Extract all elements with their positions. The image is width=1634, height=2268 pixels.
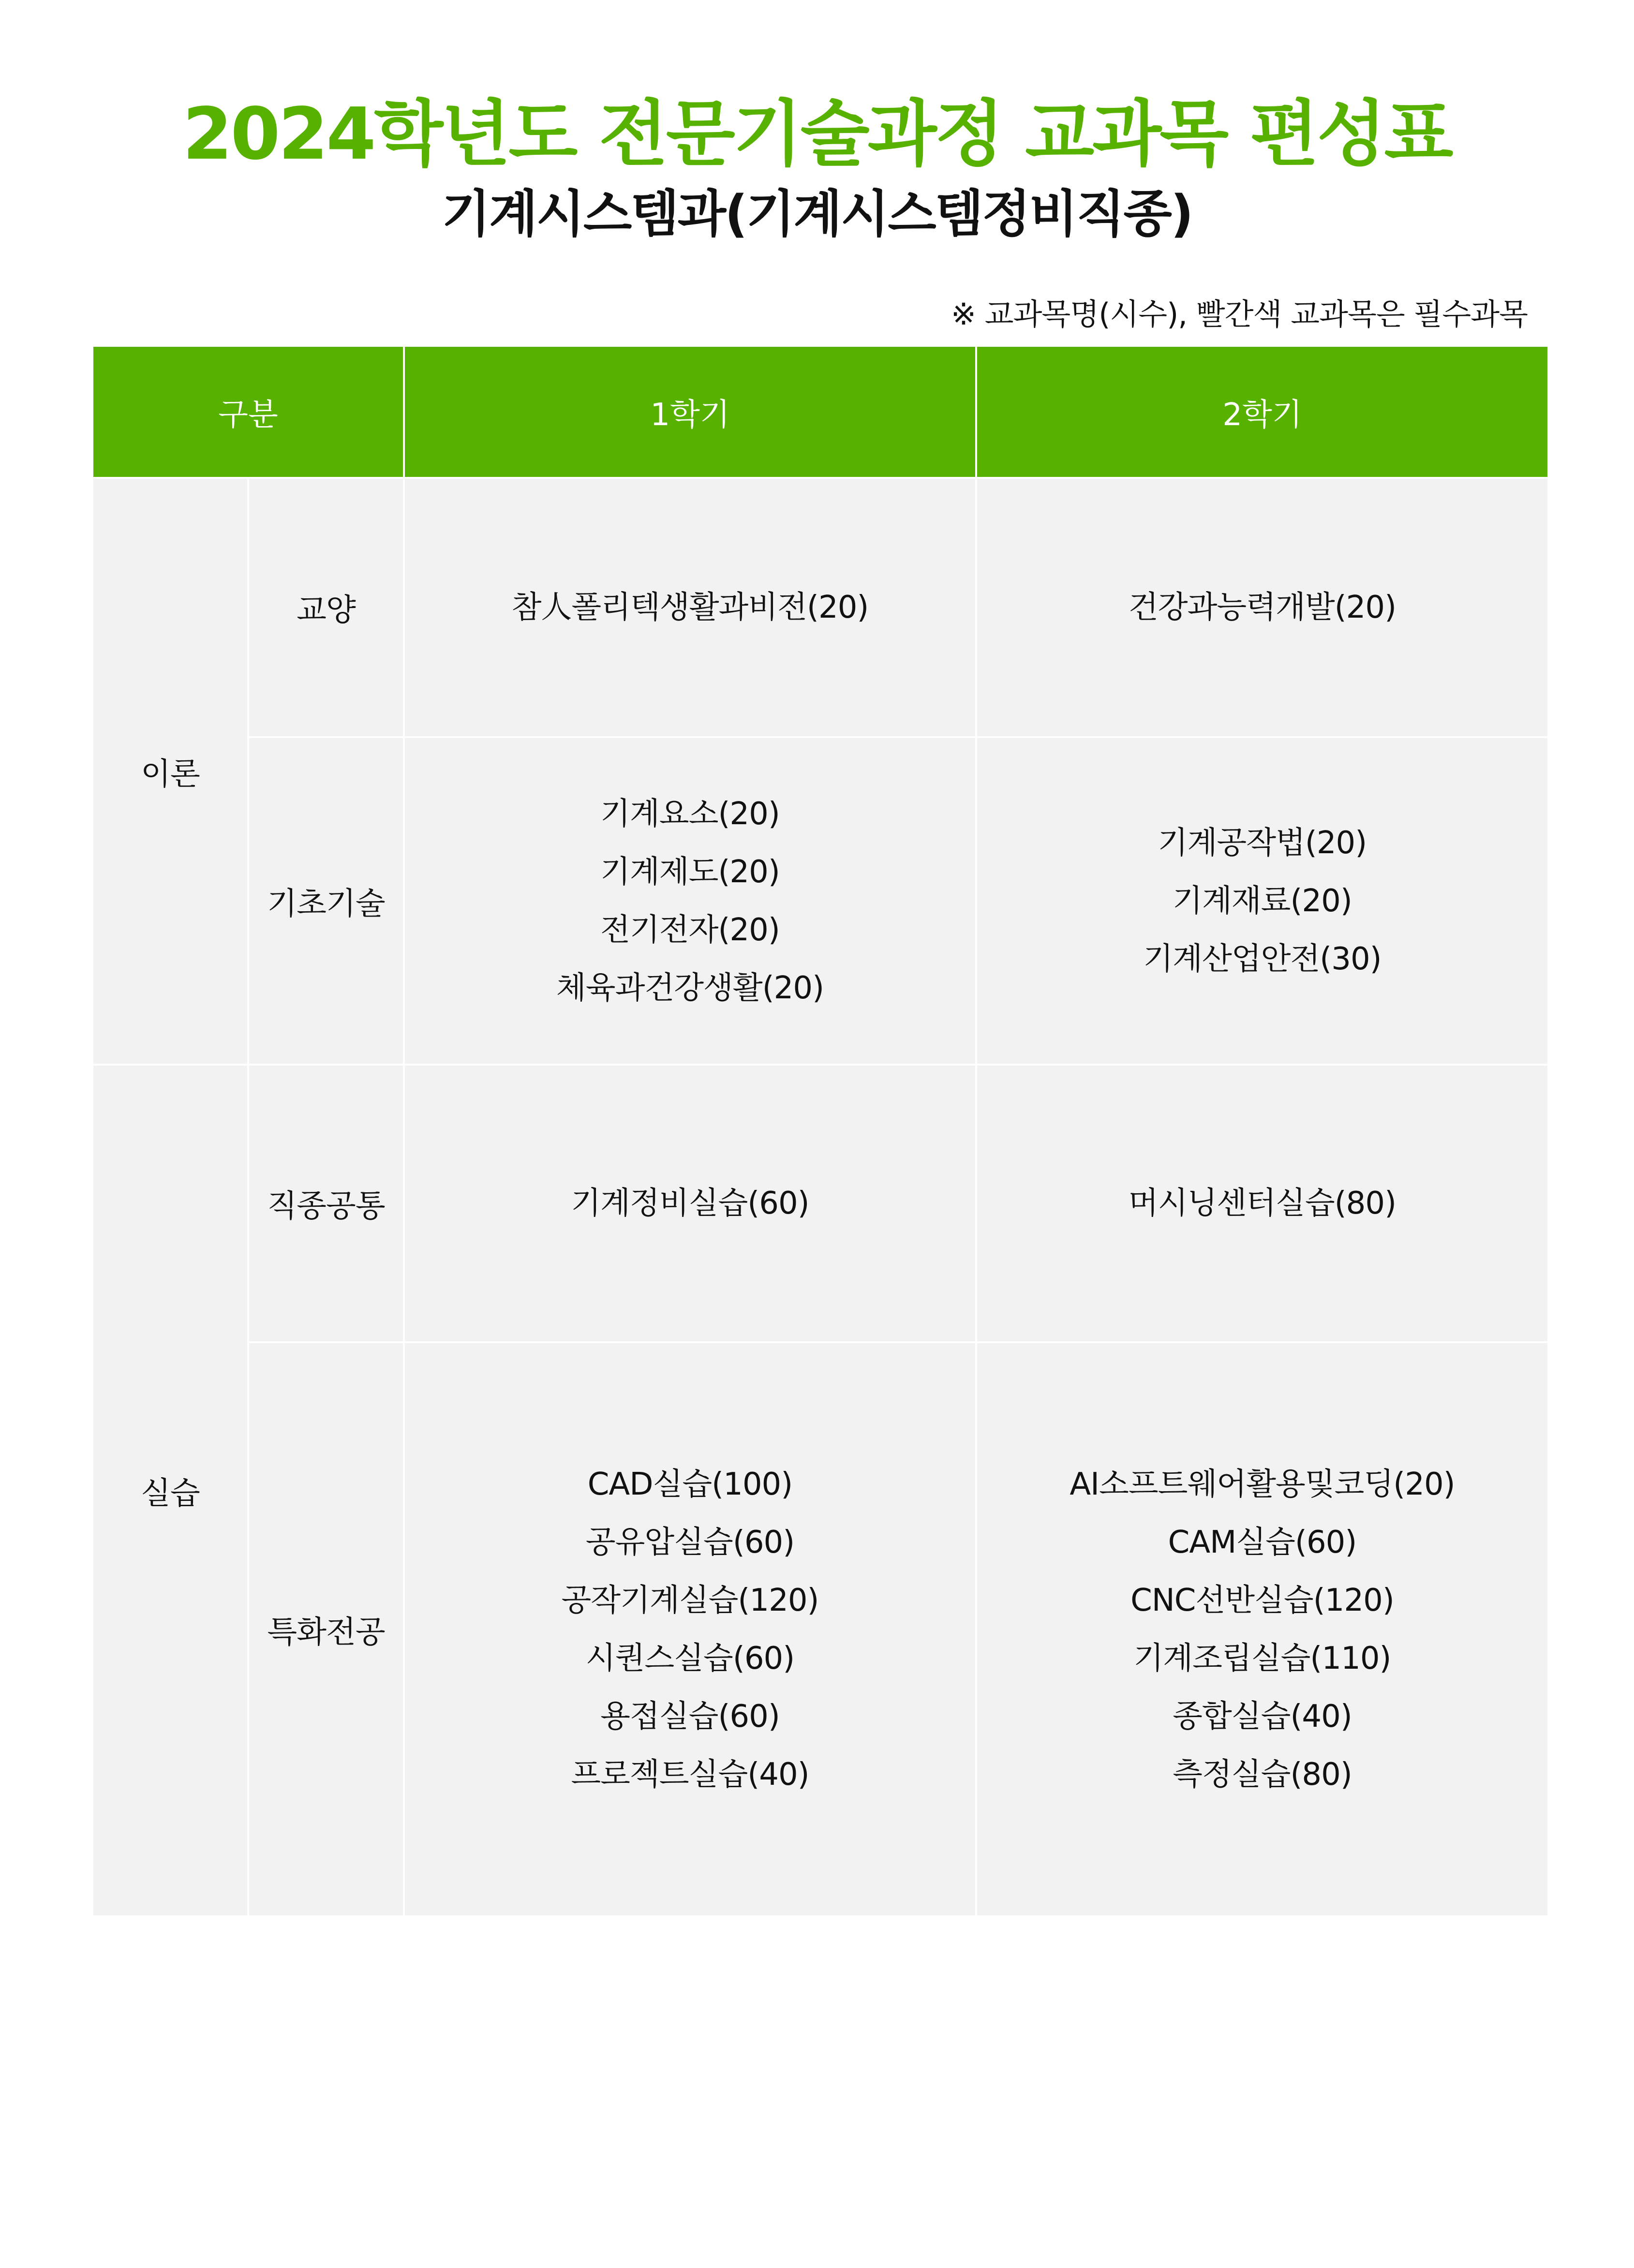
course-item: 종합실습(40) (1173, 1698, 1352, 1734)
course-item: 기계정비실습(60) (571, 1186, 809, 1221)
course-item: CNC선반실습(120) (1130, 1582, 1394, 1618)
course-item: 머시닝센터실습(80) (1128, 1186, 1396, 1221)
course-item: 참人폴리텍생활과비전(20) (511, 590, 869, 625)
table-row (92, 737, 1548, 1065)
row-label: 직종공통 (248, 1065, 404, 1342)
semester1-cell (404, 737, 976, 1065)
table-row (92, 1342, 1548, 1916)
semester2-cell (976, 478, 1548, 737)
course-item: 공유압실습(60) (585, 1524, 795, 1560)
course-item: 기계공작법(20) (1158, 825, 1367, 861)
table-row (92, 478, 1548, 737)
group-label-practice: 실습 (92, 1065, 248, 1916)
course-item: 측정실습(80) (1173, 1756, 1352, 1793)
header-semester1: 1학기 (404, 346, 976, 478)
course-item: 프로젝트실습(40) (571, 1756, 809, 1793)
course-item: CAM실습(60) (1168, 1524, 1357, 1560)
semester1-cell (404, 1342, 976, 1916)
page-title: 2024학년도 전문기술과정 교과목 편성표 (182, 92, 1452, 176)
course-item: 전기전자(20) (600, 912, 780, 948)
row-label: 특화전공 (248, 1342, 404, 1916)
course-item: AI소프트웨어활용및코딩(20) (1070, 1466, 1455, 1502)
group-label-theory: 이론 (92, 478, 248, 1065)
table-row (92, 1065, 1548, 1342)
semester2-cell (976, 1065, 1548, 1342)
course-item: 기계재료(20) (1173, 883, 1352, 919)
course-item: 용접실습(60) (600, 1698, 780, 1734)
page-subtitle: 기계시스템과(기계시스템정비직종) (442, 184, 1192, 243)
semester2-cell (976, 1342, 1548, 1916)
course-item: 체육과건강생활(20) (556, 970, 824, 1006)
course-item: 기계제도(20) (600, 854, 780, 890)
semester1-cell (404, 1065, 976, 1342)
course-item: CAD실습(100) (587, 1466, 793, 1502)
semester2-cell (976, 737, 1548, 1065)
table-header-row (92, 346, 1548, 478)
course-item: 기계요소(20) (600, 796, 780, 832)
header-category: 구분 (92, 346, 404, 478)
course-item: 건강과능력개발(20) (1128, 590, 1396, 625)
legend-note: ※ 교과목명(시수), 빨간색 교과목은 필수과목 (951, 296, 1528, 332)
course-item: 기계조립실습(110) (1133, 1640, 1391, 1676)
row-label: 기초기술 (248, 737, 404, 1065)
header-semester2: 2학기 (976, 346, 1548, 478)
row-label: 교양 (248, 478, 404, 737)
semester1-cell (404, 478, 976, 737)
curriculum-table (91, 345, 1549, 1917)
course-item: 공작기계실습(120) (561, 1582, 819, 1618)
course-item: 기계산업안전(30) (1143, 941, 1381, 977)
course-item: 시퀀스실습(60) (585, 1640, 795, 1676)
